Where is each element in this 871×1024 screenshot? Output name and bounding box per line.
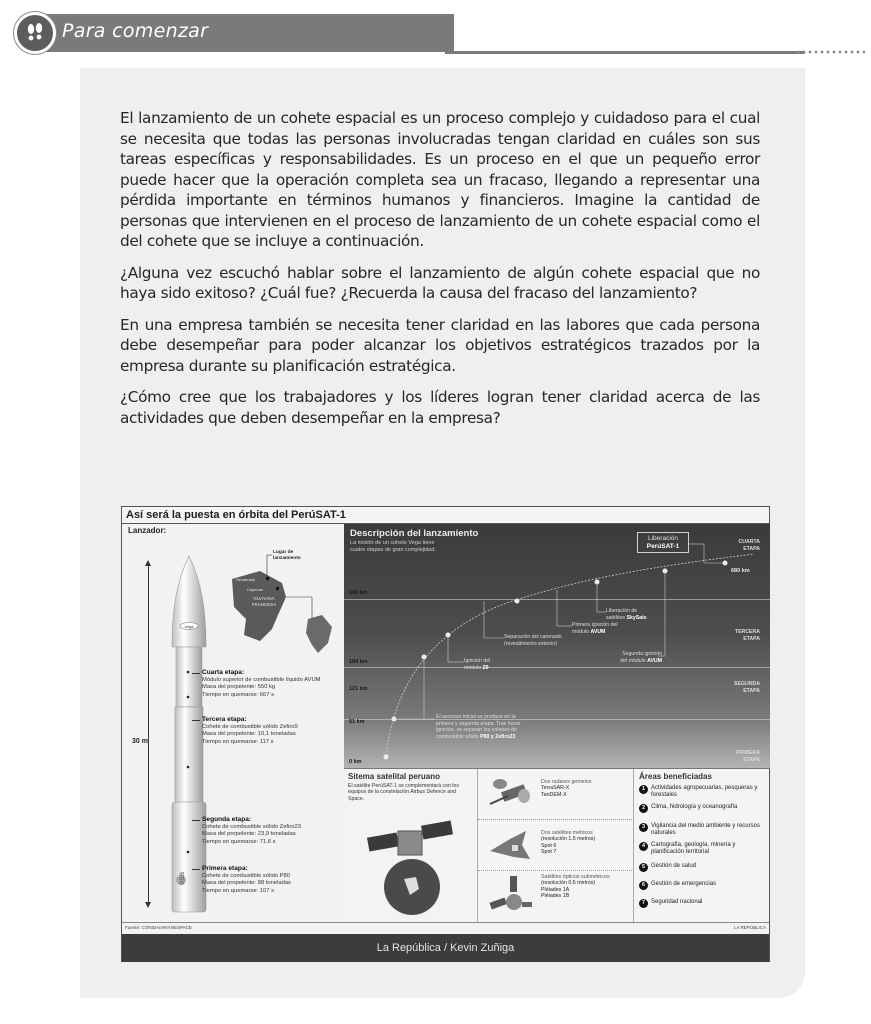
phase-label: TERCERA ETAPA bbox=[734, 629, 760, 642]
spot-satellite-icon bbox=[486, 825, 536, 865]
paragraph-company: En una empresa también se necesita tener claridad en las labores que cada persona debe desempeñar para poder alcanzar los objetivos estratégicos trazados por la empresa durante su planificación estratégica. bbox=[120, 315, 760, 375]
header-dotted-rule bbox=[795, 49, 865, 55]
height-label: 30 m bbox=[132, 738, 148, 745]
city-cayenne: Cayenne bbox=[247, 587, 264, 592]
area-label: Vigilancia del medio ambiente y recursos naturales bbox=[651, 823, 760, 836]
satellite-item bbox=[478, 871, 634, 922]
annotation-z9: Ignición del módulo Z9 bbox=[464, 658, 491, 671]
paragraph-question-2: ¿Cómo cree que los trabajadores y los líderes logran tener claridad acerca de las actividades que deben desempeñar en la empresa? bbox=[120, 388, 760, 427]
satellite-item bbox=[478, 820, 634, 871]
area-label: Gestión de emergencias bbox=[651, 881, 717, 887]
area-item bbox=[639, 899, 767, 908]
release-box-line: Liberación bbox=[648, 535, 678, 542]
area-number-badge: 7 bbox=[639, 899, 648, 908]
stage-title: Segunda etapa: bbox=[202, 816, 252, 823]
area-number-badge: 3 bbox=[639, 823, 648, 832]
release-box-name: PerúSAT-1 bbox=[646, 543, 680, 550]
launcher-label: Lanzador: bbox=[128, 526, 167, 535]
area-number-badge: 1 bbox=[639, 785, 648, 794]
area-item bbox=[639, 785, 767, 798]
stage-line: Cohete de combustible sólido Zefiro9 bbox=[202, 723, 298, 730]
phase-label: CUARTA ETAPA bbox=[738, 539, 760, 552]
stage-second bbox=[202, 816, 301, 846]
altitude-label: 0 km bbox=[349, 759, 362, 765]
stage-title: Cuarta etapa: bbox=[202, 669, 245, 676]
annotation-first-avum: Primera ignición del módulo AVUM bbox=[572, 622, 618, 635]
section-header bbox=[14, 12, 464, 54]
launch-description-title: Descripción del lanzamiento bbox=[350, 528, 479, 539]
stage-line: Masa del propelente: 88 toneladas bbox=[202, 880, 291, 887]
launch-description-subtitle: La misión de un cohete Vega tiene cuatro etapas de gran complejidad. bbox=[350, 540, 436, 553]
stage-title: Tercera etapa: bbox=[202, 716, 247, 723]
altitude-label: 51 km bbox=[349, 719, 365, 725]
satellite-system-description: El satélite PerúSAT-1 se complementará con los equipos de la constelación Airbus Defence and Space. bbox=[348, 783, 459, 802]
region-label: GUAYANA FRANCESA bbox=[251, 596, 277, 607]
altitude-label: 121 km bbox=[349, 686, 368, 692]
area-label: Cartografía, geología, minería y planificación territorial bbox=[651, 842, 736, 855]
stage-line: Cohete de combustible sólido P80 bbox=[202, 872, 290, 879]
release-perusat-box bbox=[637, 532, 689, 553]
satellite-line: TanDEM-X bbox=[541, 791, 567, 798]
area-number-badge: 4 bbox=[639, 842, 648, 851]
satellite-line: Pléiades 1A bbox=[541, 886, 570, 893]
stage-line: Masa del propelente: 550 kg bbox=[202, 684, 276, 691]
satellite-item bbox=[478, 769, 634, 820]
area-item bbox=[639, 863, 767, 872]
area-item bbox=[639, 881, 767, 890]
satellite-line: Pléiades 1B bbox=[541, 893, 570, 900]
area-label: Seguridad nacional bbox=[651, 899, 703, 905]
trajectory-point bbox=[384, 755, 389, 760]
radar-satellite-icon bbox=[486, 774, 536, 814]
stage-line: Tiempo en quemarse: 667 s bbox=[202, 691, 274, 698]
satellite-head: Dos satélites métricos bbox=[541, 830, 593, 836]
satellite-item-text bbox=[541, 830, 595, 856]
annotation-skysats: Liberación de satélites SkySats bbox=[606, 608, 647, 621]
paragraph-intro: El lanzamiento de un cohete espacial es un proceso complejo y cuidadoso para el cual se necesita que todas las personas involucradas tengan claridad en cuáles son sus tareas específicas y responsabilidades. Es un proceso en el que un pequeño error puede hacer que la operación completa sea un fracaso, llegando a representar una pérdida importante en términos humanos y financieros. Imagine la cantidad de personas que intervienen en el proceso de lanzamiento de un cohete espacial como el del cohete que se incluye a continuación. bbox=[120, 109, 760, 250]
header-rule bbox=[445, 51, 805, 54]
altitude-label-top: 680 km bbox=[731, 568, 750, 574]
stage-line: Masa del propelente: 10,1 toneladas bbox=[202, 731, 296, 738]
satellite-line: (resolución 0.5 metros) bbox=[541, 880, 596, 887]
stage-line: Tiempo en quemarse: 117 s bbox=[202, 738, 274, 745]
benefited-areas-title: Áreas beneficiadas bbox=[639, 772, 712, 781]
stage-third bbox=[202, 716, 298, 746]
altitude-line-184 bbox=[344, 667, 770, 668]
area-label: Clima, hidrología y oceanografía bbox=[651, 804, 738, 810]
satellite-head: Dos radares gemelos bbox=[541, 779, 592, 785]
perusat-satellite-illustration bbox=[364, 817, 459, 917]
infographic-title: Así será la puesta en órbita del PerúSAT-1 bbox=[126, 509, 346, 521]
phase-label: PRIMERA ETAPA bbox=[736, 750, 760, 763]
source-row bbox=[122, 922, 769, 934]
satellite-line: Spot 7 bbox=[541, 849, 557, 856]
satellite-line: TerraSAR-X bbox=[541, 785, 570, 792]
rocket-brand-text: vega bbox=[184, 624, 194, 629]
satellite-line: (resolución 1.5 metros) bbox=[541, 836, 596, 843]
stage-line: Tiempo en quemarse: 107 s bbox=[202, 887, 274, 894]
satellite-item-text bbox=[541, 874, 610, 900]
satellite-item-text bbox=[541, 779, 591, 798]
stage-line: Cohete de combustible sólido Zefiro23 bbox=[202, 823, 301, 830]
infographic-credit: La República / Kevin Zuñiga bbox=[122, 934, 769, 962]
rocket-agency-text: esa bbox=[177, 872, 186, 885]
stage-line: Módulo superior de combustible líquido AVUM bbox=[202, 676, 321, 683]
satellite-line: Spot 6 bbox=[541, 842, 557, 849]
launch-site-label: Lugar de lanzamiento bbox=[273, 550, 301, 561]
satellite-list bbox=[478, 769, 634, 923]
stage-fourth bbox=[202, 669, 320, 699]
area-label: Gestión de salud bbox=[651, 863, 697, 869]
area-label: Actividades agropecuarias, pesqueras y forestales bbox=[651, 785, 758, 798]
launch-description-panel bbox=[344, 524, 770, 768]
annotation-second-avum: Segunda ignición del módulo AVUM bbox=[620, 651, 662, 664]
stage-first bbox=[202, 865, 291, 895]
pleiades-satellite-icon bbox=[486, 876, 536, 916]
satellites-row bbox=[344, 768, 770, 922]
area-number-badge: 5 bbox=[639, 863, 648, 872]
section-title: Para comenzar bbox=[62, 20, 209, 42]
stage-line: Masa del propelente: 23,9 toneladas bbox=[202, 831, 296, 838]
source-credit: Fuente: CONIDA/ARIANESPACE bbox=[125, 925, 192, 930]
altitude-label: 500 km bbox=[349, 590, 368, 596]
altitude-line-51 bbox=[344, 719, 770, 720]
height-arrow-icon bbox=[148, 564, 149, 904]
benefited-areas-panel bbox=[634, 769, 770, 923]
body-text bbox=[120, 108, 760, 439]
phase-label: SEGUNDA ETAPA bbox=[734, 681, 760, 694]
area-item bbox=[639, 804, 767, 813]
annotation-initial-ascent: El ascenso inicial se produce en la primera y segunda etapa. Tras hacer ignición, se separan los cohetes de combustible sólido P80 y Zefiro23 bbox=[436, 714, 521, 740]
footprints-icon bbox=[14, 12, 56, 54]
satellite-system-panel bbox=[344, 769, 478, 923]
publisher-credit: LA REPÚBLICA bbox=[733, 925, 766, 930]
paragraph-question-1: ¿Alguna vez escuchó hablar sobre el lanzamiento de algún cohete espacial que no haya sido exitoso? ¿Cuál fue? ¿Recuerda la causa del fracaso del lanzamiento? bbox=[120, 263, 760, 302]
annotation-fairing: Separación del carenado (revestimiento exterior) bbox=[504, 634, 562, 647]
satellite-head: Satélites ópticos submétricos bbox=[541, 874, 610, 880]
launcher-column bbox=[122, 524, 344, 922]
stage-title: Primera etapa: bbox=[202, 865, 248, 872]
altitude-line-500 bbox=[344, 599, 770, 600]
area-number-badge: 6 bbox=[639, 881, 648, 890]
area-number-badge: 2 bbox=[639, 804, 648, 813]
altitude-label: 184 km bbox=[349, 659, 368, 665]
city-sinnamary: Sinnamary bbox=[236, 577, 256, 582]
area-item bbox=[639, 823, 767, 836]
stage-line: Tiempo en quemarse: 71,6 s bbox=[202, 838, 276, 845]
satellite-system-title: Sitema satelital peruano bbox=[348, 772, 441, 781]
area-item bbox=[639, 842, 767, 855]
infographic bbox=[121, 506, 770, 962]
